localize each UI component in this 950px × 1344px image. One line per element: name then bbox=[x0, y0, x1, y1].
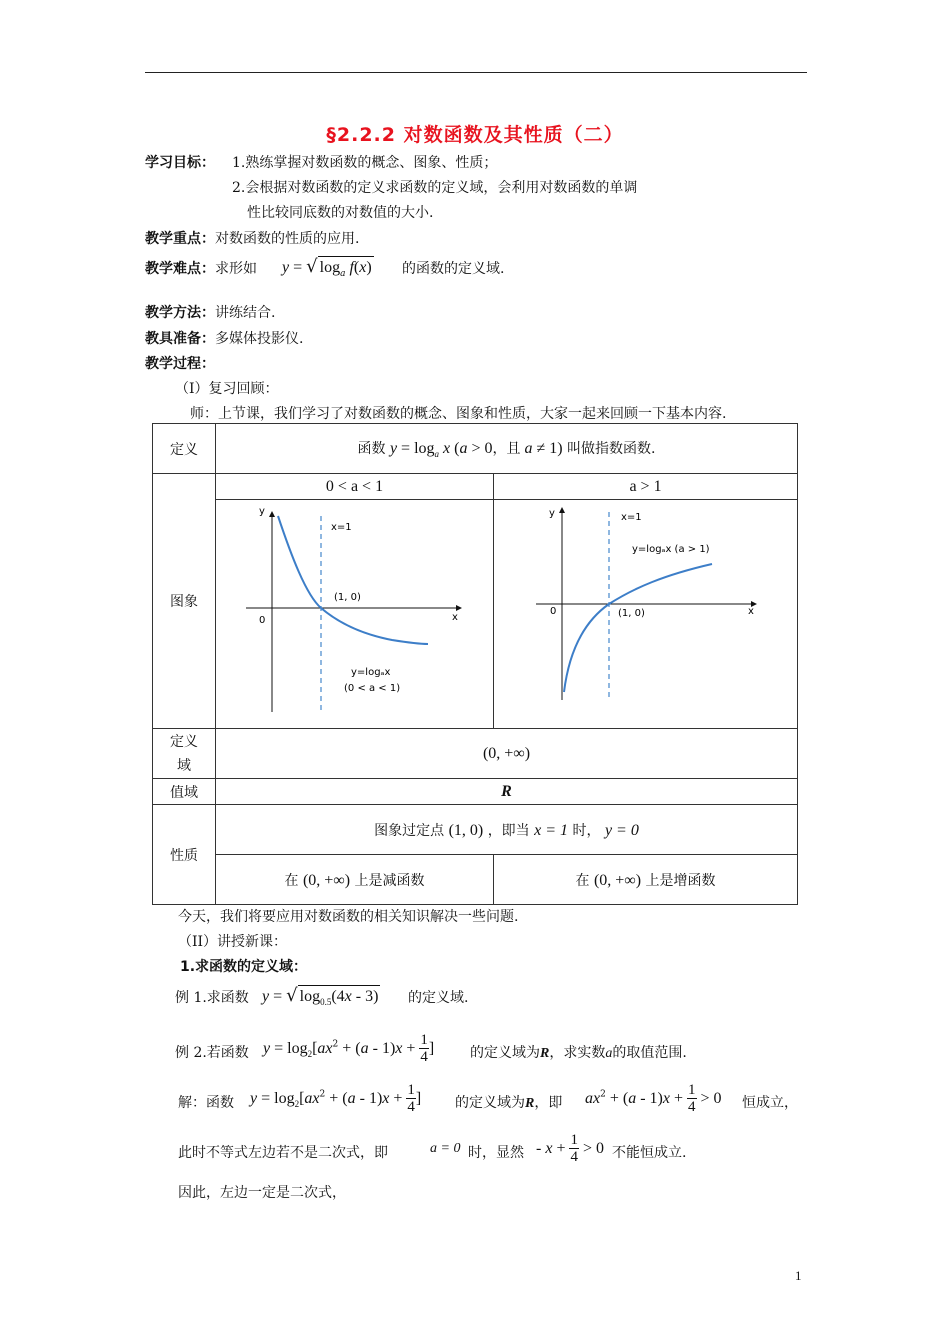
focus-row bbox=[145, 228, 359, 248]
method-row bbox=[145, 302, 275, 322]
prop-y: y = 0 bbox=[604, 821, 639, 839]
page-number: 1 bbox=[795, 1268, 802, 1283]
solution-formula-1: $y = \log_2[ax^2 + (a - 1)x$ + $\frac{1}{4}$ ] bbox=[250, 1082, 422, 1115]
solution-formula-3: - x + $\frac{1}{4}$ > 0 bbox=[536, 1132, 604, 1165]
curve-label: y=logₐx (a > 1) bbox=[632, 544, 710, 555]
process-row bbox=[145, 353, 215, 373]
x-axis-label: x bbox=[748, 606, 754, 617]
sol-mid: 的定义域为 bbox=[455, 1095, 525, 1111]
ex1-post: 的定义域. bbox=[408, 990, 469, 1006]
increasing-cell bbox=[494, 855, 798, 905]
decreasing-log-curve bbox=[278, 516, 428, 644]
graph-decreasing bbox=[216, 500, 493, 724]
sol-post: 恒成立， bbox=[742, 1095, 798, 1111]
definition-cell: 函数 $y = \log_a x$ (a > 0，且 a ≠ 1) 叫做指数函数. bbox=[216, 424, 798, 474]
fixed-point-label: (1, 0) bbox=[334, 592, 361, 603]
sol-pre: 解：函数 bbox=[178, 1095, 234, 1111]
prop-when: 时， bbox=[572, 822, 601, 839]
ex2-pre: 例 2.若函数 bbox=[175, 1045, 249, 1061]
graph-label: 图象 bbox=[170, 594, 198, 610]
tools-label: 教具准备： bbox=[145, 331, 215, 347]
dec-pre: 在 bbox=[284, 872, 299, 889]
sol-line2-pre: 此时不等式左边若不是二次式，即 bbox=[178, 1145, 388, 1161]
graph-decreasing-cell bbox=[216, 500, 494, 729]
new-lesson-heading: （II）讲授新课： bbox=[178, 934, 288, 950]
tools-row bbox=[145, 328, 303, 348]
graph-increasing bbox=[494, 500, 797, 724]
process-label: 教学过程： bbox=[145, 356, 215, 372]
method-label: 教学方法： bbox=[145, 305, 215, 321]
asymptote-label: x=1 bbox=[331, 522, 352, 533]
domain-label-2: 域 bbox=[177, 757, 191, 774]
definition-label: 定义 bbox=[170, 441, 198, 458]
difficulty-suffix: 的函数的定义域. bbox=[402, 261, 505, 277]
graph-label-cell bbox=[153, 474, 216, 729]
ex2-post2: ，求实数 bbox=[549, 1045, 606, 1061]
difficulty-row bbox=[145, 258, 257, 278]
log-function-table bbox=[152, 423, 798, 905]
domain-cell bbox=[216, 729, 798, 779]
tools-text: 多媒体投影仪. bbox=[215, 331, 304, 347]
example-1 bbox=[175, 987, 249, 1007]
increasing-log-curve bbox=[564, 564, 712, 692]
sol-R: R bbox=[525, 1096, 535, 1111]
inc-pre: 在 bbox=[575, 872, 590, 889]
range-value: R bbox=[501, 782, 512, 800]
y-axis-label: y bbox=[259, 506, 265, 517]
focus-label: 教学重点： bbox=[145, 231, 215, 247]
goals-block bbox=[145, 152, 215, 172]
prop-point: (1, 0) bbox=[448, 821, 484, 839]
difficulty-prefix: 求形如 bbox=[215, 261, 257, 277]
domain-label-cell bbox=[153, 729, 216, 779]
origin-label: 0 bbox=[550, 606, 557, 617]
range-cell bbox=[216, 779, 798, 805]
curve-label-1: y=logₐx bbox=[351, 667, 391, 678]
asymptote-label: x=1 bbox=[621, 512, 642, 523]
review-intro: 师：上节课，我们学习了对数函数的概念、图象和性质，大家一起来回顾一下基本内容. bbox=[190, 406, 727, 422]
range-label: 值域 bbox=[170, 784, 198, 801]
ex2-R: R bbox=[540, 1046, 550, 1061]
goal-item-2-line2: 性比较同底数的对数值的大小. bbox=[247, 205, 434, 221]
origin-label: 0 bbox=[259, 615, 266, 626]
ex2-a: a bbox=[605, 1046, 613, 1061]
dec-interval: (0, +∞) bbox=[302, 871, 351, 889]
domain-label-1: 定义 bbox=[170, 733, 198, 750]
property-label: 性质 bbox=[170, 847, 198, 864]
col-header-large-base bbox=[494, 474, 798, 500]
definition-pre: 函数 bbox=[357, 441, 386, 458]
col-header-large-base-text: a > 1 bbox=[629, 477, 662, 495]
today-text: 今天，我们将要应用对数函数的相关知识解决一些问题. bbox=[178, 909, 519, 925]
goal-item-2-line1: 2.会根据对数函数的定义求函数的定义域，会利用对数函数的单调 bbox=[232, 180, 638, 196]
solution-mid bbox=[455, 1092, 562, 1112]
curve-label-2: (0 < a < 1) bbox=[344, 683, 401, 694]
solution-formula-2: $ax^2 + (a - 1)x$ + $\frac{1}{4}$ > 0 bbox=[585, 1082, 722, 1115]
prop-mid: ，即当 bbox=[487, 822, 530, 839]
inc-post: 上是增函数 bbox=[645, 872, 716, 889]
page-title: §2.2.2 对数函数及其性质（二） bbox=[326, 124, 624, 146]
sol-line3: 因此，左边一定是二次式， bbox=[178, 1185, 346, 1201]
review-heading: （I）复习回顾： bbox=[175, 381, 279, 397]
definition-post: 叫做指数函数. bbox=[567, 441, 656, 458]
goal-item-1: 1.熟练掌握对数函数的概念、图象、性质； bbox=[232, 155, 498, 171]
inc-interval: (0, +∞) bbox=[593, 871, 642, 889]
y-axis-label: y bbox=[549, 508, 555, 519]
prop-x: x = 1 bbox=[534, 821, 569, 839]
goals-label: 学习目标： bbox=[145, 155, 215, 171]
property-label-cell bbox=[153, 805, 216, 905]
graph-increasing-cell bbox=[494, 500, 798, 729]
fixed-point-label: (1, 0) bbox=[618, 608, 645, 619]
decreasing-cell bbox=[216, 855, 494, 905]
difficulty-formula: y = √ $\log_a f(x)$ bbox=[282, 256, 372, 280]
sol-line2-post: 不能恒成立. bbox=[612, 1145, 687, 1161]
sol-mid2: ，即 bbox=[534, 1095, 563, 1111]
col-header-small-base bbox=[216, 474, 494, 500]
domain-value: (0, +∞) bbox=[482, 744, 531, 762]
sol-line2-mid: 时，显然 bbox=[468, 1145, 524, 1161]
col-header-small-base-text: 0 < a < 1 bbox=[325, 477, 384, 495]
header-rule bbox=[145, 72, 807, 73]
sol-line2-a: a = 0 bbox=[430, 1141, 461, 1156]
section-1-heading: 1.求函数的定义域： bbox=[180, 959, 308, 975]
definition-label-cell bbox=[153, 424, 216, 474]
range-label-cell bbox=[153, 779, 216, 805]
example-2-formula: $y = \log_2[ax^2 + (a - 1)x$ + $\frac{1}{4}$ ] bbox=[263, 1032, 435, 1065]
ex2-post3: 的取值范围. bbox=[612, 1045, 687, 1061]
difficulty-label: 教学难点： bbox=[145, 261, 215, 277]
ex2-post1: 的定义域为 bbox=[470, 1045, 540, 1061]
example-1-formula: y = √ $\log_{0.5}(4x - 3)$ bbox=[262, 985, 379, 1008]
dec-post: 上是减函数 bbox=[354, 872, 425, 889]
focus-text: 对数函数的性质的应用. bbox=[215, 231, 360, 247]
ex1-pre: 例 1.求函数 bbox=[175, 990, 249, 1006]
prop-pre: 图象过定点 bbox=[374, 822, 445, 839]
method-text: 讲练结合. bbox=[215, 305, 276, 321]
x-axis-label: x bbox=[452, 612, 458, 623]
definition-mid: ，且 bbox=[492, 441, 521, 458]
fixed-point-cell bbox=[216, 805, 798, 855]
example-2-tail bbox=[470, 1042, 687, 1062]
